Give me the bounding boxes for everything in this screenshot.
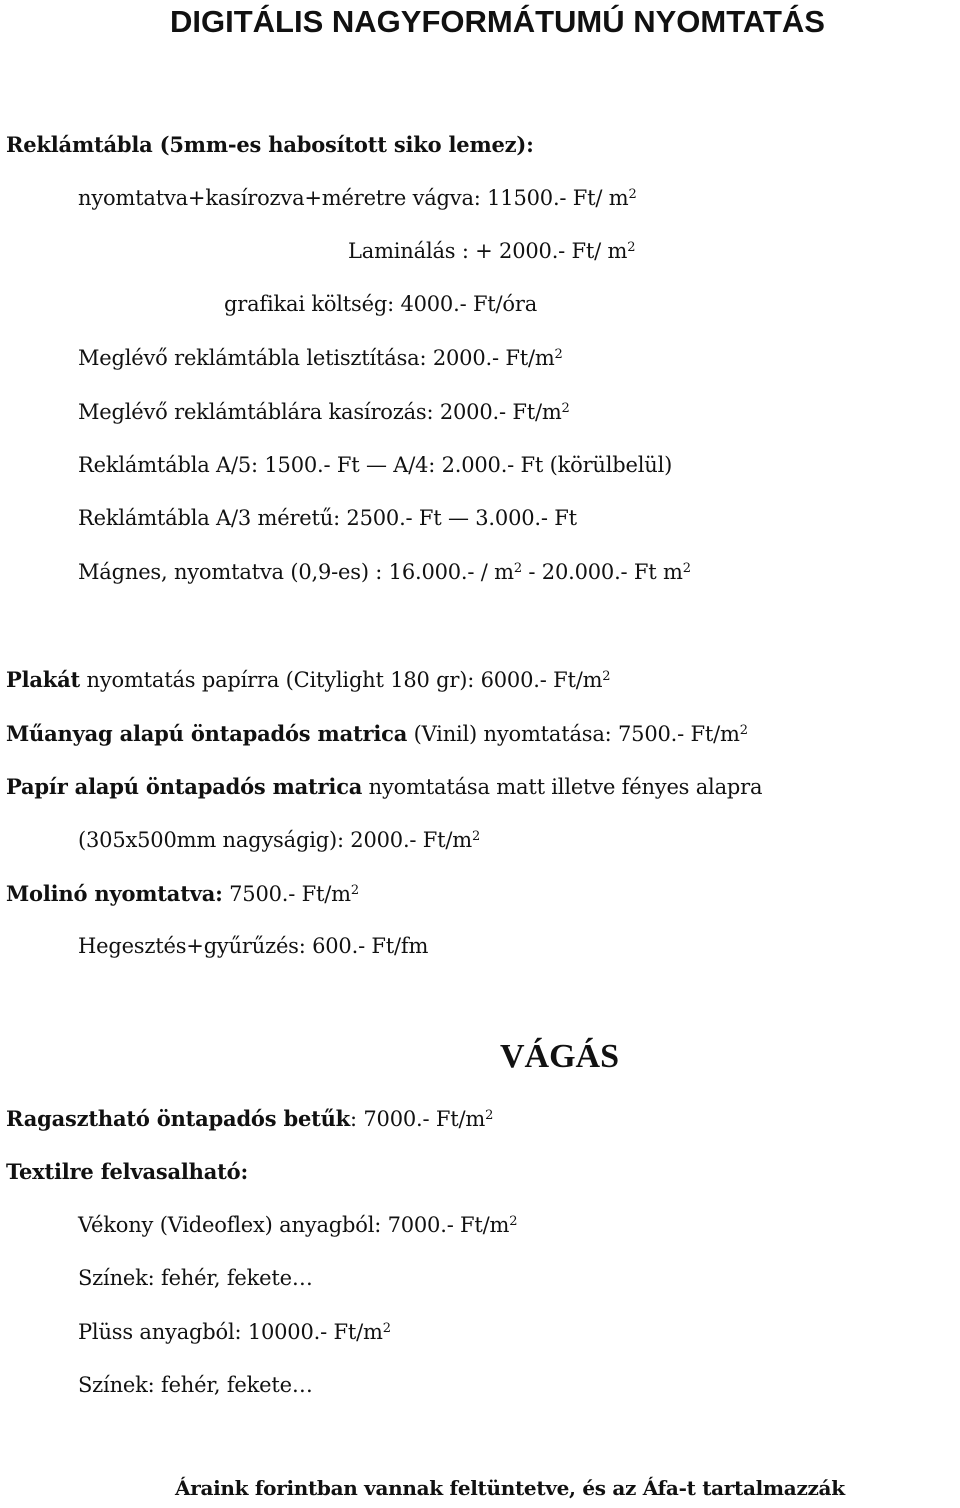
price-text: nyomtatás papírra (Citylight 180 gr): 6000.- Ft/m: [80, 668, 603, 692]
molino-line: [6, 883, 359, 905]
price-text: - 20.000.- Ft m: [521, 560, 683, 584]
price-line: Reklámtábla A/5: 1500.- Ft — A/4: 2.000.- Ft (körülbelül): [78, 453, 673, 477]
price-text: Mágnes, nyomtatva (0,9-es) : 16.000.- / m: [78, 560, 514, 584]
superscript: 2: [382, 1320, 391, 1336]
price-line: grafikai költség: 4000.- Ft/óra: [224, 292, 538, 316]
textil-header: Textilre felvasalható:: [6, 1159, 249, 1184]
bold-term: Papír alapú öntapadós matrica: [6, 774, 363, 799]
price-text: nyomtatva+kasírozva+méretre vágva: 11500.- Ft/ m: [78, 186, 629, 210]
superscript: 2: [554, 346, 563, 362]
reklamtabla-header: Reklámtábla (5mm-es habosított siko lemez):: [6, 132, 534, 157]
price-line: Reklámtábla A/3 méretű: 2500.- Ft — 3.000.- Ft: [78, 506, 577, 530]
superscript: 2: [509, 1213, 518, 1229]
price-line: [78, 402, 570, 423]
bold-term: Ragasztható öntapadós betűk: [6, 1106, 351, 1131]
superscript: 2: [682, 560, 691, 576]
muanyag-line: [6, 723, 748, 745]
superscript: 2: [561, 400, 570, 416]
footer-note: Áraink forintban vannak feltüntetve, és az Áfa-t tartalmazzák: [175, 1476, 845, 1500]
page-title: DIGITÁLIS NAGYFORMÁTUMÚ NYOMTATÁS: [170, 4, 825, 39]
price-text: (305x500mm nagyságig): 2000.- Ft/m: [78, 828, 472, 852]
plakat-line: [6, 669, 610, 691]
superscript: 2: [471, 828, 481, 844]
superscript: 2: [602, 668, 611, 684]
vekony-line: [78, 1215, 517, 1236]
price-text: Laminálás : + 2000.- Ft/ m: [348, 239, 628, 263]
pluss-line: [78, 1322, 391, 1343]
price-text: nyomtatása matt illetve fényes alapra: [362, 775, 763, 799]
superscript: 2: [739, 722, 748, 738]
price-text: : 7000.- Ft/m: [350, 1107, 486, 1131]
superscript: 2: [513, 560, 522, 576]
hegesztes-line: Hegesztés+gyűrűzés: 600.- Ft/fm: [78, 934, 429, 958]
price-text: 7500.- Ft/m: [222, 882, 351, 906]
price-text: (Vinil) nyomtatása: 7500.- Ft/m: [407, 722, 740, 746]
bold-term: Műanyag alapú öntapadós matrica: [6, 721, 408, 746]
szinek-line: Színek: fehér, fekete…: [78, 1373, 313, 1397]
szinek-line: Színek: fehér, fekete…: [78, 1266, 313, 1290]
papir-line: [6, 776, 762, 798]
price-line: [78, 348, 563, 369]
price-text: Meglévő reklámtáblára kasírozás: 2000.- Ft/m: [78, 400, 562, 424]
superscript: 2: [628, 186, 637, 202]
superscript: 2: [485, 1107, 494, 1123]
price-line: [348, 241, 635, 262]
price-line: [78, 562, 691, 583]
price-text: Plüss anyagból: 10000.- Ft/m: [78, 1320, 383, 1344]
vagas-title: VÁGÁS: [500, 1038, 620, 1075]
price-line: [78, 188, 637, 209]
bold-term: Molinó nyomtatva:: [6, 881, 223, 906]
price-text: Vékony (Videoflex) anyagból: 7000.- Ft/m: [78, 1213, 510, 1237]
superscript: 2: [627, 239, 636, 255]
bold-term: Plakát: [6, 667, 81, 692]
superscript: 2: [350, 882, 359, 898]
ragaszthato-line: [6, 1108, 493, 1130]
price-text: Meglévő reklámtábla letisztítása: 2000.- Ft/m: [78, 346, 555, 370]
papir-sub-line: [78, 830, 480, 851]
